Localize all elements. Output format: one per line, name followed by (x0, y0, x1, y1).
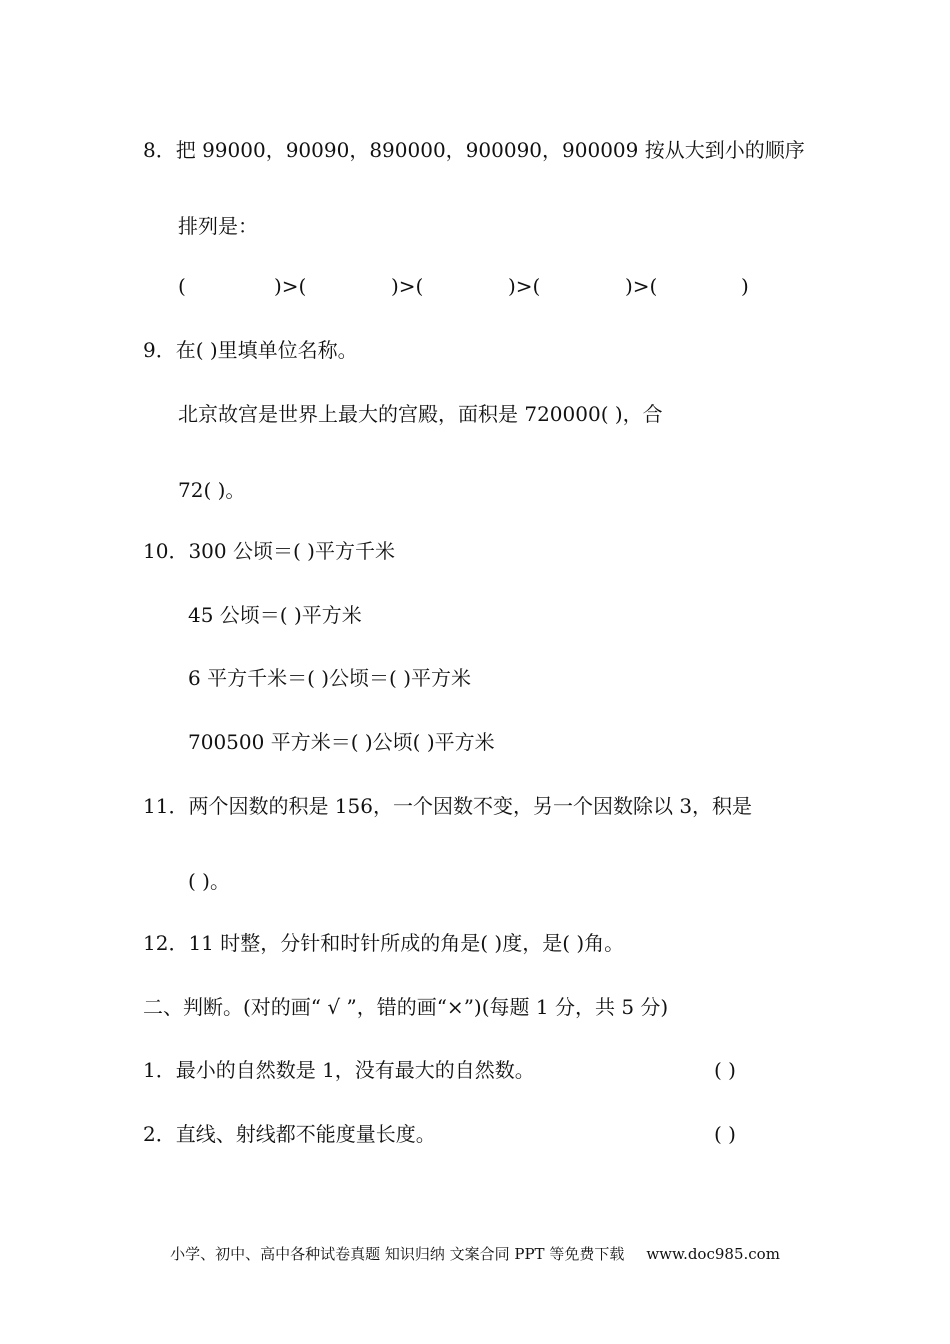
q9-title: 9．在( )里填单位名称。 (143, 338, 358, 362)
footer-website-link[interactable]: www.doc985.com (646, 1245, 780, 1263)
q9-line-3: 72( )。 (178, 478, 246, 502)
q10-line-1: 10．300 公顷＝( )平方千米 (143, 539, 395, 563)
q11-line-2: ( )。 (188, 869, 230, 893)
q9-line-2: 北京故宫是世界上最大的宫殿，面积是 720000( )，合 (178, 402, 663, 426)
paren-close: ) (741, 274, 749, 298)
paren-open: ( (178, 274, 186, 298)
page-footer (0, 1242, 950, 1266)
q11-line-1: 11．两个因数的积是 156，一个因数不变，另一个因数除以 3，积是 (143, 794, 753, 818)
paren-gt: )>( (391, 274, 424, 298)
footer-text: 小学、初中、高中各种试卷真题 知识归纳 文案合同 PPT 等免费下载 (170, 1245, 625, 1263)
q10-line-3: 6 平方千米＝( )公顷＝( )平方米 (188, 666, 472, 690)
q8-line-2: 排列是： (178, 214, 258, 238)
section-heading: 二、判断。(对的画“ √ ”，错的画“×”)(每题 1 分，共 5 分) (143, 995, 669, 1019)
q10-line-4: 700500 平方米＝( )公顷( )平方米 (188, 730, 495, 754)
q10-line-2: 45 公顷＝( )平方米 (188, 603, 362, 627)
judgment-item-1: 1．最小的自然数是 1，没有最大的自然数。 (143, 1058, 535, 1082)
judgment-answer-paren: ( ) (714, 1122, 736, 1146)
judgment-answer-paren: ( ) (714, 1058, 736, 1082)
paren-gt: )>( (508, 274, 541, 298)
judgment-item-2: 2．直线、射线都不能度量长度。 (143, 1122, 436, 1146)
q8-line-1: 8．把 99000，90090，890000，900090，900009 按从大到小的顺序 (143, 138, 805, 162)
q12-line-1: 12．11 时整，分针和时针所成的角是( )度，是( )角。 (143, 931, 625, 955)
paren-gt: )>( (274, 274, 307, 298)
paren-gt: )>( (625, 274, 658, 298)
